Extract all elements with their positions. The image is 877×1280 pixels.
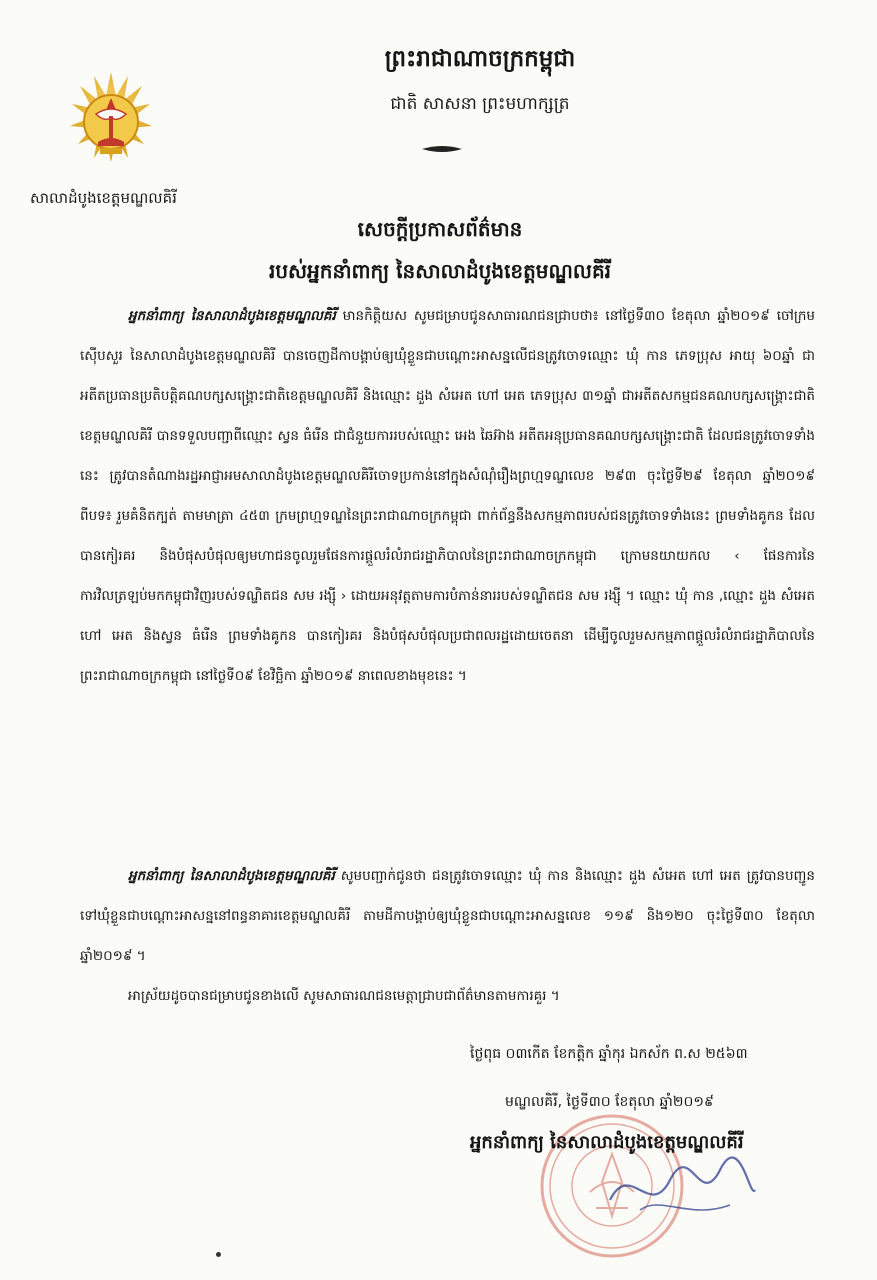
document-body: [80, 296, 815, 1016]
paragraph-1: [80, 296, 815, 856]
place-date: មណ្ឌលគិរី, ថ្ងៃទី៣០ ខែតុលា ឆ្នាំ២០១៩: [505, 1094, 714, 1110]
handwritten-signature-icon: [600, 1150, 760, 1230]
document-subtitle: របស់អ្នកនាំពាក្យ នៃសាលាដំបូងខេត្តមណ្ឌលគីរី: [268, 259, 612, 283]
signatory-title: អ្នកនាំពាក្យ នៃសាលាដំបូងខេត្តមណ្ឌលគីរី: [470, 1132, 744, 1153]
paragraph-2-text: សូមបញ្ជាក់ជូនថា ជនត្រូវចោទឈ្មោះ ឃុំ កាន និងឈ្មោះ ដួង សំអេត ហៅ អេត ត្រូវបានបញ្ជូនទៅឃុំខ្លួនជាបណ្តោះអាសន្ននៅពន្ធនាគារខេត្តមណ្ឌលគិរី តាមដីកាបង្គាប់ឲ្យឃុំខ្លួនជាបណ្តោះអាសន្នលេខ ១១៩ និង១២០ ចុះថ្ងៃទី៣០ ខែតុលា ឆ្នាំ២០១៩ ។: [80, 868, 815, 964]
court-emblem-icon: [66, 66, 156, 178]
spokesperson-lead: អ្នកនាំពាក្យ នៃសាលាដំបូងខេត្តមណ្ឌលគិរី: [128, 868, 335, 884]
scan-speck: [216, 1252, 221, 1257]
paragraph-3: [80, 976, 815, 1016]
paragraph-3-text: អាស្រ័យដូចបានជម្រាបជូនខាងលើ សូមសាធារណជនមេត្តាជ្រាបជាព័ត៌មានតាមការគួរ ។: [128, 988, 560, 1004]
paragraph-1-text: មានកិត្តិយស សូមជម្រាបជូនសាធារណជនជ្រាបថា៖ នៅថ្ងៃទី៣០ ខែតុលា ឆ្នាំ២០១៩ ចៅក្រមស៊ើបសួរ នៃសាលាដំបូងខេត្តមណ្ឌលគិរី បានចេញដីកាបង្គាប់ឲ្យឃុំខ្លួនជាបណ្តោះអាសន្នលើជនត្រូវចោទឈ្មោះ ឃុំ កាន ភេទប្រុស អាយុ ៦០ឆ្នាំ ជាអតីតប្រធានប្រតិបត្តិគណបក្សសង្គ្រោះជាតិខេត្តមណ្ឌលគិរី និងឈ្មោះ ដួង សំអេត ហៅ អេត ភេទប្រុស ៣១ឆ្នាំ ជាអតីតសកម្មជនគណបក្សសង្គ្រោះជាតិខេត្តមណ្ឌលគិរី បានទទួលបញ្ជាពីឈ្មោះ ស្វន ធំរើន ជាជំនួយការរបស់ឈ្មោះ អេង ឆៃអ៊ាង អតីតអនុប្រធានគណបក្សសង្គ្រោះជាតិ ដែលជនត្រូវចោទទាំងនេះ ត្រូវបានតំណាងរដ្ឋអាជ្ញាអមសាលាដំបូងខេត្តមណ្ឌលគិរីចោទប្រកាន់នៅក្នុងសំណុំរឿងព្រហ្មទណ្ឌលេខ ២៩៣ ចុះថ្ងៃទី២៩ ខែតុលា ឆ្នាំ២០១៩ ពីបទ៖ រួមគំនិតក្បត់ តាមមាត្រា ៤៥៣ ក្រមព្រហ្មទណ្ឌនៃព្រះរាជាណាចក្រកម្ពុជា ពាក់ព័ន្ធនឹងសកម្មភាពរបស់ជនត្រូវចោទទាំងនេះ ព្រមទាំងគូកន ដែលបានកៀរគរ និងបំផុសបំផុលឲ្យមហាជនចូលរួមផែនការផ្តួលរំលំរាជរដ្ឋាភិបាលនៃព្រះរាជាណាចក្រកម្ពុជា ក្រោមនយាយកល ‹ ផែនការនៃការវិលត្រឡប់មកកម្ពុជាវិញរបស់ទណ្ឌិតជន សម រង្ស៊ី › ដោយអនុវត្តតាមការបំភាន់នាររបស់ទណ្ឌិតជន សម រង្ស៊ី ។ ឈ្មោះ ឃុំ កាន ,ឈ្មោះ ដួង សំអេត ហៅ អេត និងស្វន ធំរើន ព្រមទាំងគូកន បានកៀរគរ និងបំផុសបំផុលប្រជាពលរដ្ឋដោយចេតនា ដើម្បីចូលរួមសកម្មភាពផ្តួលរំលំរាជរដ្ឋាភិបាលនៃព្រះរាជាណាចក្រកម្ពុជា នៅថ្ងៃទី០៩ ខែវិច្ឆិកា ឆ្នាំ២០១៩ នាពេលខាងមុខនេះ ។: [80, 308, 815, 684]
court-name-label: សាលាដំបូងខេត្តមណ្ឌលគិរី: [30, 189, 177, 207]
spokesperson-lead: អ្នកនាំពាក្យ នៃសាលាដំបូងខេត្តមណ្ឌលគិរី: [128, 308, 336, 324]
paragraph-2: [80, 856, 815, 976]
document-title: សេចក្តីប្រកាសព័ត៌មាន: [357, 217, 523, 241]
kingdom-heading: ព្រះរាជាណាចក្រកម្ពុជា: [384, 46, 576, 72]
lunar-date: ថ្ងៃពុធ ០៣កើត ខែកត្តិក ឆ្នាំកុរ ឯកស័ក ព.ស ២៥៦៣: [470, 1046, 748, 1062]
divider-ornament: [420, 144, 464, 154]
national-motto: ជាតិ សាសនា ព្រះមហាក្សត្រ: [390, 94, 570, 114]
